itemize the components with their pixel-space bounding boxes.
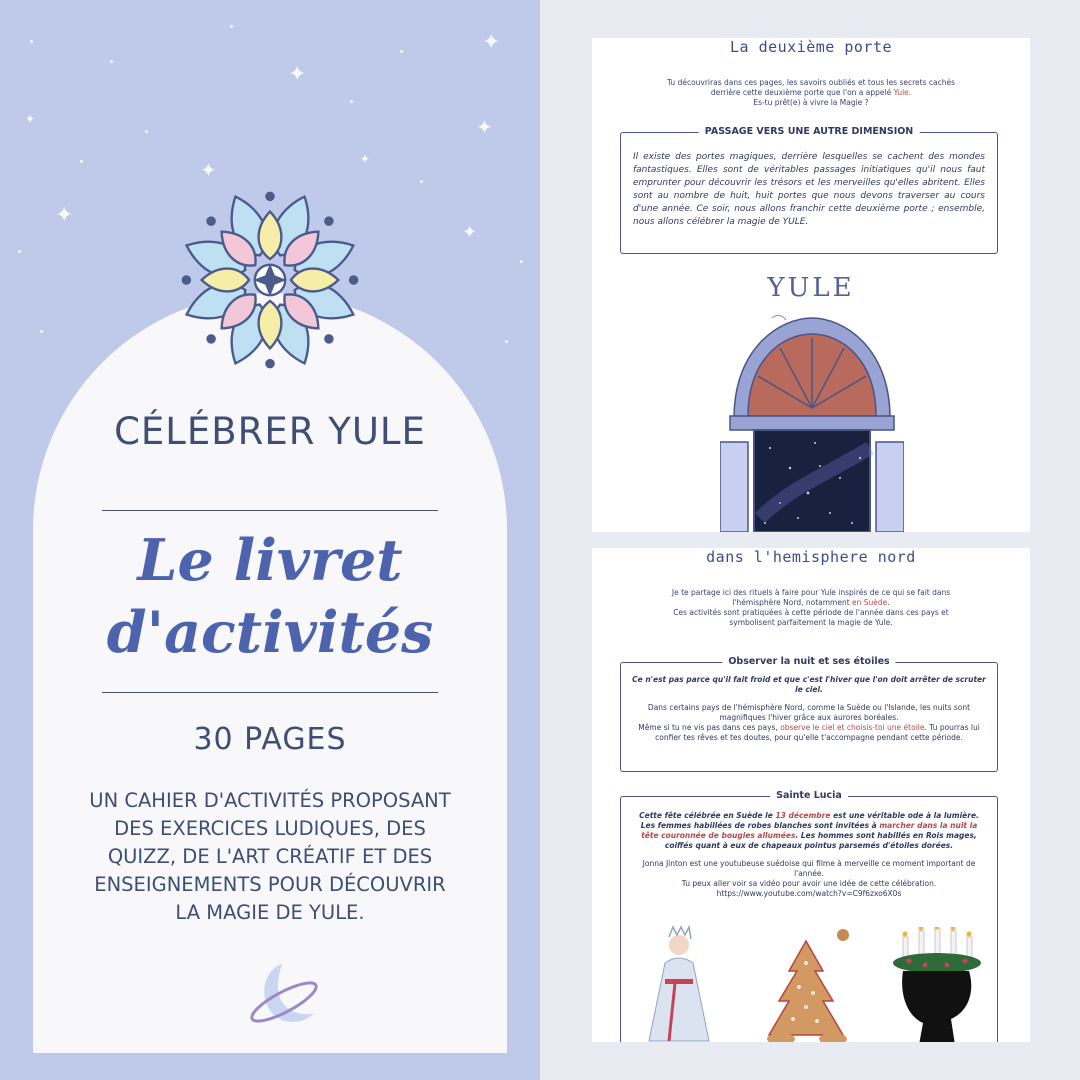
intro-text: .: [887, 598, 890, 607]
intro-text: derrière cette deuxième porte que l'on a appelé: [710, 88, 894, 97]
lucia-paragraph: Tu peux aller voir sa vidéo pour avoir une idée de cette célébration.: [681, 879, 937, 888]
lucia-date: 13 décembre: [775, 811, 831, 820]
passage-box-title: PASSAGE VERS UNE AUTRE DIMENSION: [699, 126, 920, 137]
intro-highlight: Yule: [893, 88, 909, 97]
arch-card: [33, 293, 507, 1053]
stars-lead: Ce n'est pas parce qu'il fait froid et que c'est l'hiver que l'on doit arrêter de scruter le ciel.: [632, 675, 986, 694]
gingerbread-tree-illustration: [751, 923, 861, 1042]
page-1-intro: [592, 78, 1030, 108]
preview-page-2: [592, 548, 1030, 1042]
divider: [102, 692, 438, 693]
stars-text: . Tu pourras lui confier tes rêves et tes doutes, pour qu'elle t'accompagne pendant cette période.: [655, 723, 980, 742]
candle-crown-illustration: [889, 927, 985, 1042]
intro-line: [592, 598, 1030, 608]
stars-highlight: observe le ciel et choisis-toi une étoile: [780, 723, 925, 732]
sparkle-icon: ✦: [476, 115, 493, 139]
divider: [102, 510, 438, 511]
intro-line: Es-tu prêt(e) à vivre la Magie ?: [753, 98, 869, 107]
stars-box: [620, 656, 998, 772]
preview-panel: [540, 0, 1080, 1080]
sparkle-icon: ✦: [360, 152, 371, 166]
stars-text: Même si tu ne vis pas dans ces pays,: [638, 723, 781, 732]
stars-box-title: Observer la nuit et ses étoiles: [722, 656, 895, 667]
sparkle-icon: ✦: [200, 158, 217, 182]
youtube-link[interactable]: https://www.youtube.com/watch?v=C9f6zxo6X0s: [716, 889, 902, 898]
lucia-girl-illustration: [635, 923, 725, 1042]
star-dot: [400, 50, 403, 53]
lucia-text: est une véritable ode à la lumière. Les femmes habillées de robes blanches sont invitées à: [640, 811, 979, 830]
sparkle-icon: ✦: [462, 222, 478, 243]
lucia-highlight: marcher dans la nuit la tête couronnée de bougies allumées: [641, 821, 978, 840]
door-illustration: [720, 308, 904, 532]
stars-paragraph: Dans certains pays de l'hémisphère Nord, comme la Suède ou l'Islande, les nuits sont magnifiques l'hiver grâce aux aurores boréales.: [647, 703, 971, 722]
page-1-title: La deuxième porte: [729, 38, 893, 56]
sparkle-icon: ✦: [482, 30, 501, 55]
cover-subtitle: [0, 525, 540, 669]
sparkle-icon: ✦: [288, 62, 307, 87]
moon-icon: [244, 958, 324, 1033]
star-dot: [18, 250, 21, 253]
lucia-box-text: [621, 797, 997, 899]
intro-line: symbolisent parfaitement la magie de Yule.: [729, 618, 893, 627]
stars-box-text: [621, 663, 997, 743]
subtitle-line-2: d'activités: [106, 599, 434, 666]
intro-line: Ces activités sont pratiquées à cette période de l'année dans ces pays et: [673, 608, 949, 617]
sparkle-icon: ✦: [25, 112, 36, 126]
cover-title: CÉLÉBRER YULE: [114, 410, 426, 453]
lucia-box: [620, 790, 998, 1042]
star-dot: [420, 180, 423, 183]
subtitle-line-1: Le livret: [137, 527, 403, 594]
stars-paragraph: [631, 723, 987, 743]
sparkle-icon: ✦: [55, 203, 74, 228]
star-dot: [30, 40, 33, 43]
star-dot: [520, 260, 523, 263]
star-dot: [40, 330, 43, 333]
passage-box: [620, 126, 998, 254]
intro-line: Je te partage ici des rituels à faire pour Yule inspirés de ce qui se fait dans: [671, 588, 951, 597]
lucia-text: . Les hommes sont habillés en Rois mages, coiffés quant à eux de chapeaux pointus parsemés d'étoiles dorées.: [664, 831, 977, 850]
intro-text: .: [908, 88, 912, 97]
passage-box-text: Il existe des portes magiques, derrière lesquelles se cachent des mondes fantastiques. Elles sont de véritables passages initiatiques qu'il nous faut emprunter pour découvrir les trésors et les merveilles qu'elles abritent. Elles sont au nombre de huit, huit portes que nous devons traverser au cours d'une année. Ce soir, nous allons franchir cette deuxième porte ; ensemble, nous allons célébrer la magie de YULE.: [633, 152, 985, 227]
star-dot: [505, 340, 508, 343]
star-dot: [110, 60, 113, 63]
lucia-paragraph: Jonna Jinton est une youtubeuse suédoise qui filme à merveille ce moment important de l'année.: [642, 859, 976, 878]
star-dot: [350, 100, 353, 103]
intro-highlight: en Suède: [852, 598, 888, 607]
lucia-text: Cette fête célébrée en Suède le: [639, 811, 776, 820]
lucia-paragraph: [631, 811, 987, 851]
page-2-title: dans l'hemisphere nord: [706, 548, 916, 566]
mandala-icon: [175, 185, 365, 375]
star-dot: [145, 130, 148, 133]
intro-line: Tu découvriras dans ces pages, les savoirs oubliés et tous les secrets cachés: [666, 78, 956, 87]
preview-page-1: [592, 38, 1030, 532]
page-count: 30 PAGES: [193, 722, 347, 757]
intro-text: l'hémisphère Nord, notamment: [732, 598, 853, 607]
cover-description: UN CAHIER D'ACTIVITÉS PROPOSANT DES EXERCICES LUDIQUES, DES QUIZZ, DE L'ART CRÉATIF ET DES ENSEIGNEMENTS POUR DÉCOUVRIR LA MAGIE DE YULE.: [89, 789, 451, 924]
star-dot: [80, 160, 83, 163]
star-dot: [230, 25, 233, 28]
page-2-intro: [592, 588, 1030, 628]
lucia-box-title: Sainte Lucia: [770, 790, 848, 801]
door-label: YULE: [767, 273, 855, 303]
intro-line: [592, 88, 1030, 98]
